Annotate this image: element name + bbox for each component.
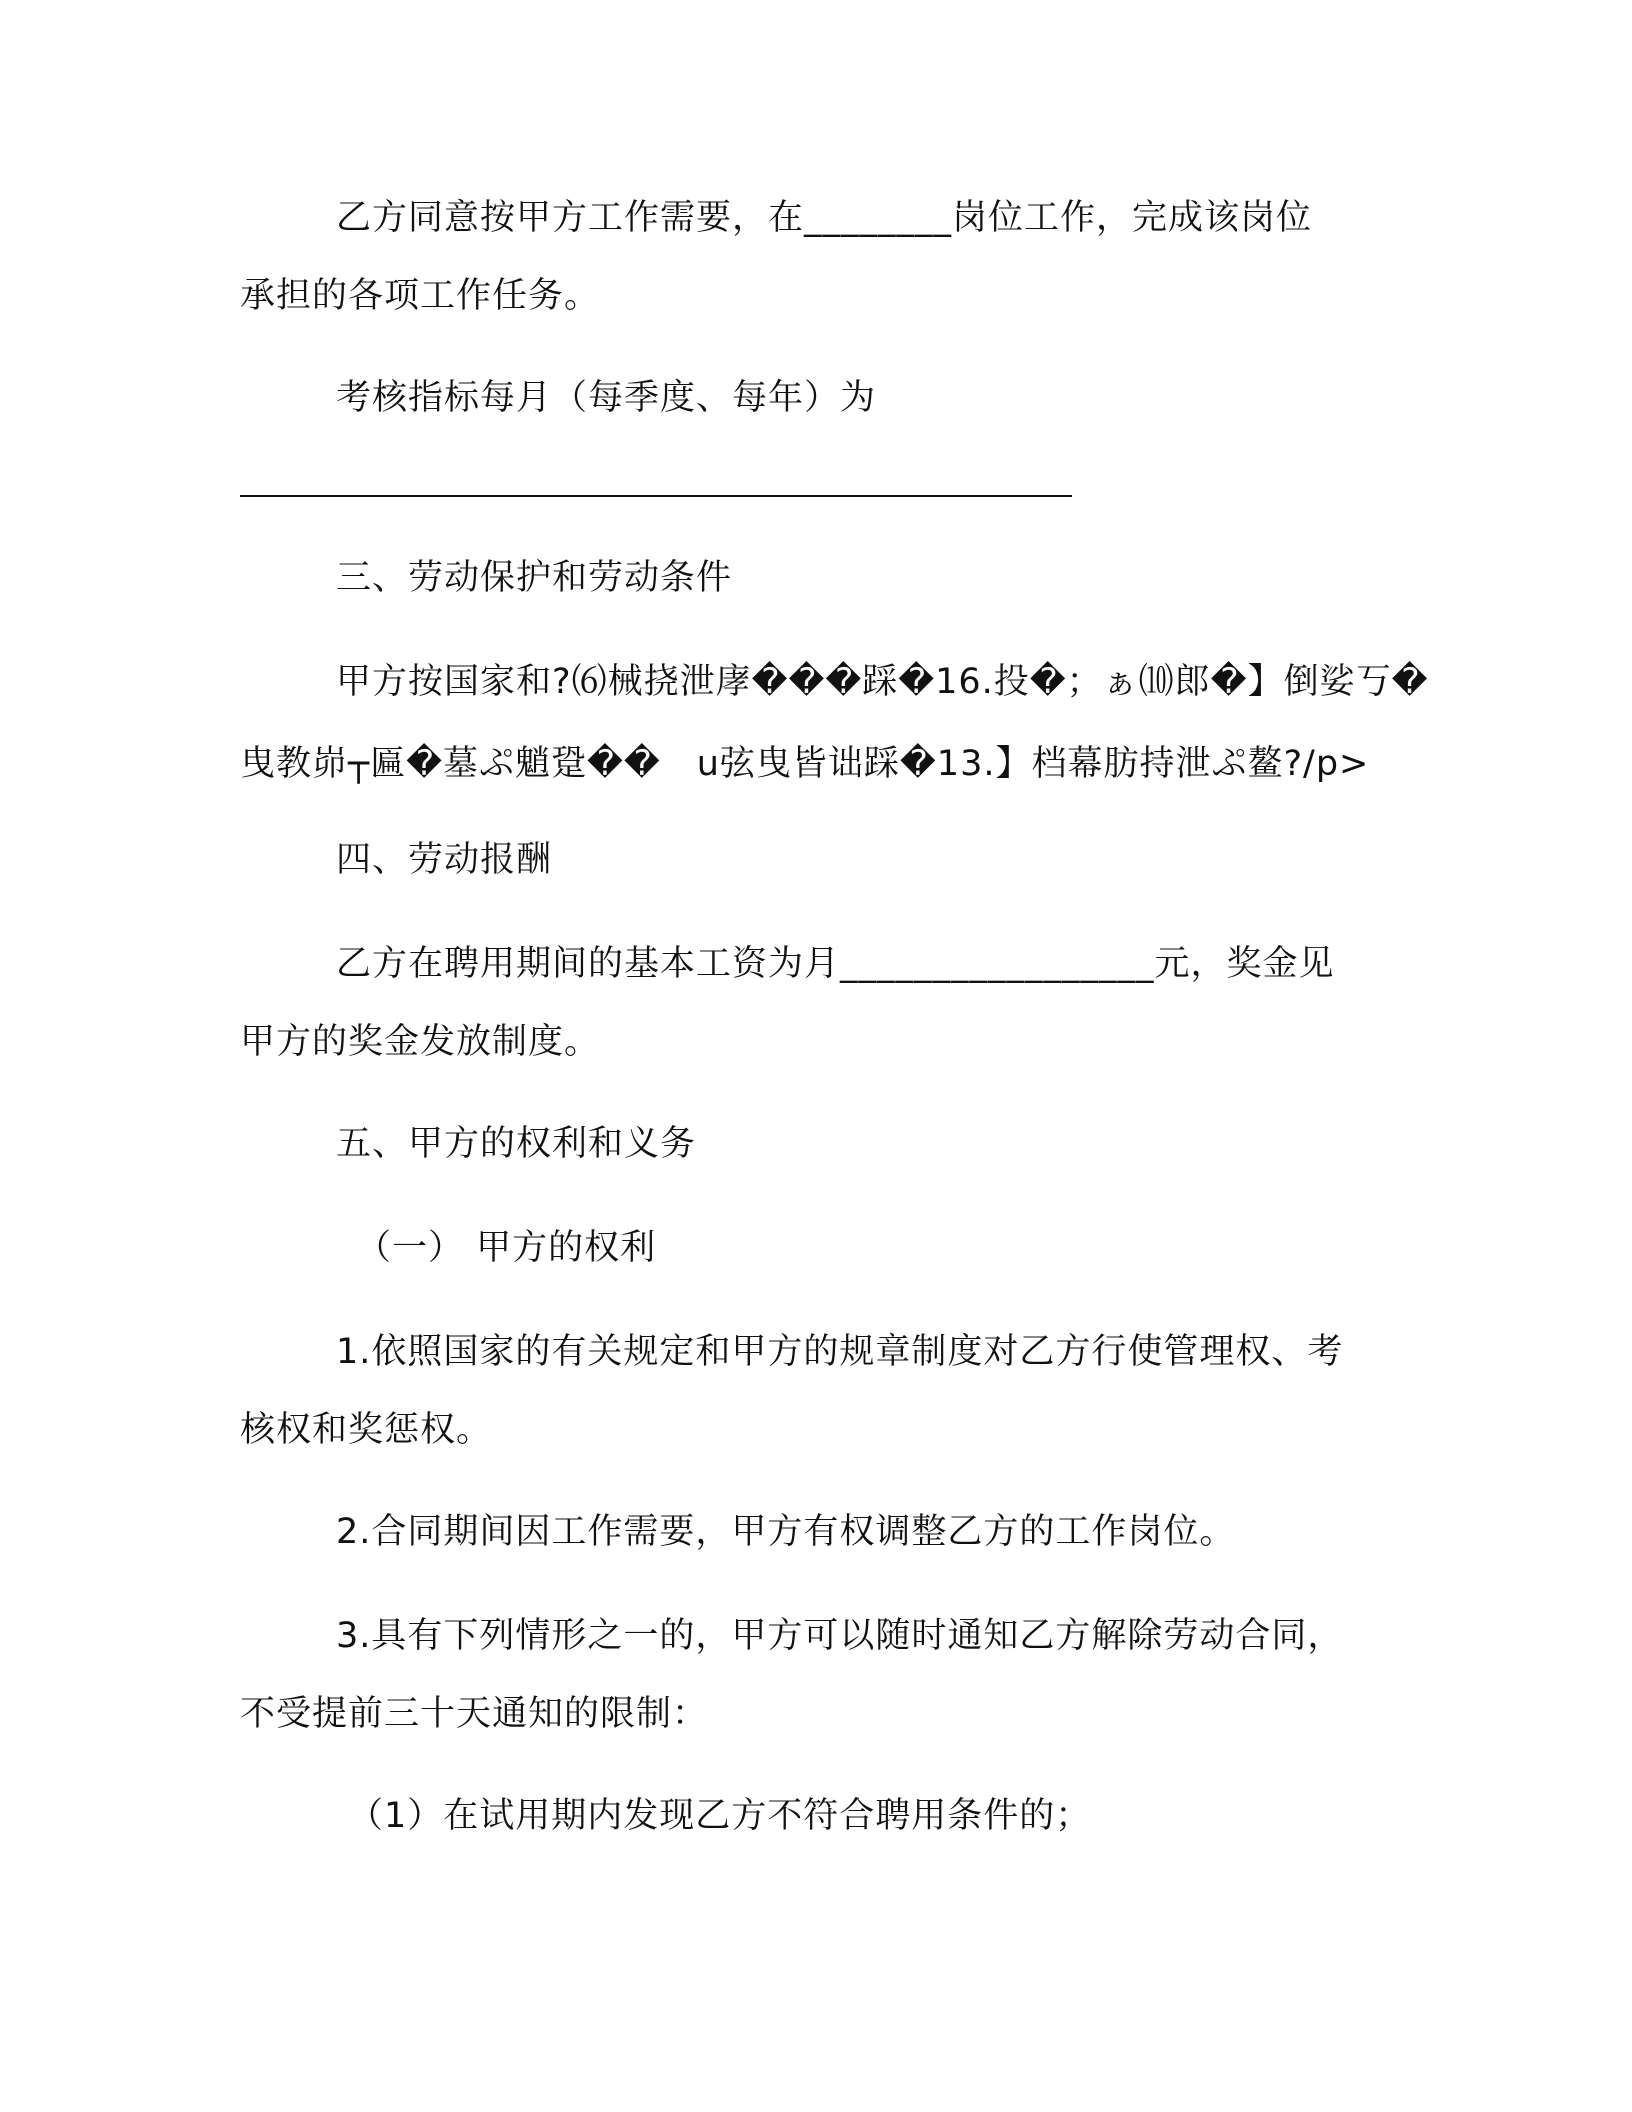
paragraph-line: 不受提前三十天通知的限制： bbox=[240, 1694, 709, 1734]
subsection-heading: （一） 甲方的权利 bbox=[356, 1228, 657, 1268]
list-item: （1）在试用期内发现乙方不符合聘用条件的； bbox=[348, 1796, 1092, 1836]
paragraph-line: 甲方按国家和?⑹械挠泄庨���踩�16.投�；ぁ⑽郎�】倒娑丂� bbox=[336, 662, 1429, 702]
paragraph-line: 曳教峁┬匾�墓ぷ魈跫�� u弦曳皆诎踩�13.】档幕肪持泄ぷ鳌?/p> bbox=[240, 744, 1370, 784]
paragraph-line: 承担的各项工作任务。 bbox=[240, 276, 601, 316]
paragraph-line: 甲方的奖金发放制度。 bbox=[240, 1022, 601, 1062]
paragraph-line: 2.合同期间因工作需要，甲方有权调整乙方的工作岗位。 bbox=[336, 1512, 1236, 1552]
paragraph-line: 乙方在聘用期间的基本工资为月_________________元，奖金见 bbox=[336, 944, 1335, 984]
blank-fill-line bbox=[240, 495, 1072, 497]
paragraph-line: 核权和奖惩权。 bbox=[240, 1410, 493, 1450]
section-heading: 三、劳动保护和劳动条件 bbox=[336, 558, 733, 598]
paragraph-line: 考核指标每月（每季度、每年）为 bbox=[336, 378, 877, 418]
section-heading: 五、甲方的权利和义务 bbox=[336, 1124, 697, 1164]
paragraph-line: 1.依照国家的有关规定和甲方的规章制度对乙方行使管理权、考 bbox=[336, 1332, 1344, 1372]
section-heading: 四、劳动报酬 bbox=[336, 840, 553, 880]
paragraph-line: 3.具有下列情形之一的，甲方可以随时通知乙方解除劳动合同， bbox=[336, 1616, 1344, 1656]
paragraph-line: 乙方同意按甲方工作需要，在________岗位工作，完成该岗位 bbox=[336, 198, 1313, 238]
